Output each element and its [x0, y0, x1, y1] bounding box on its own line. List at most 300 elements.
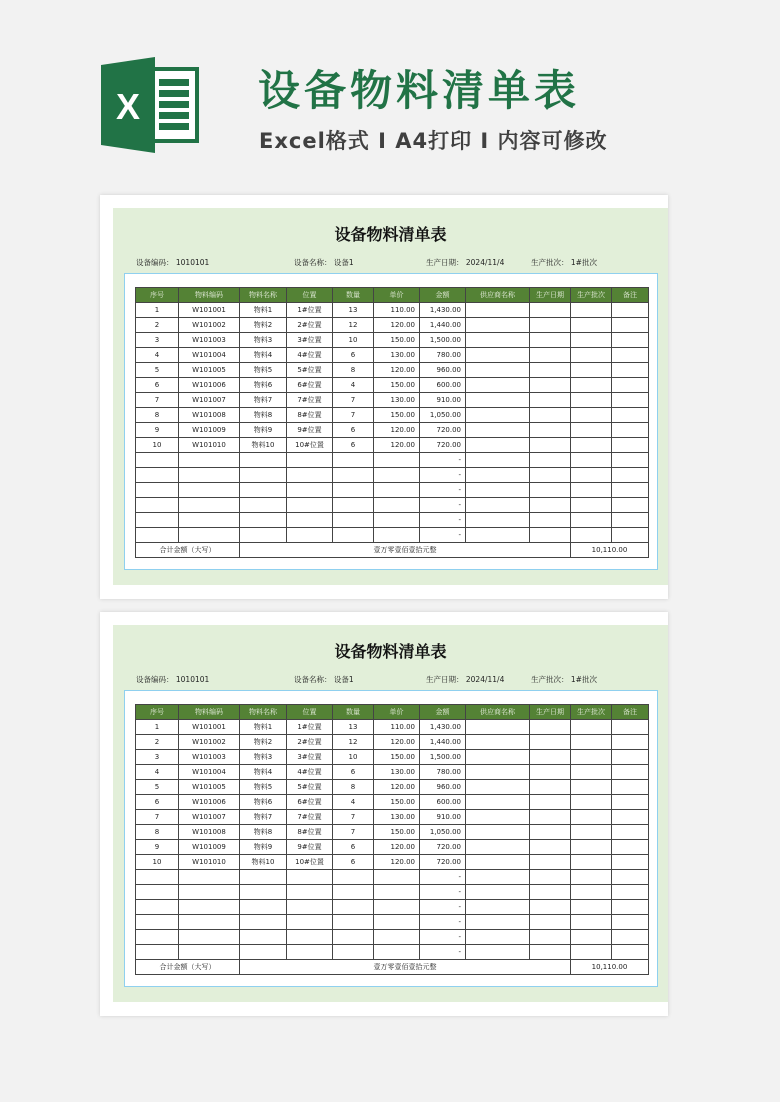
table-cell[interactable]: 物料9	[240, 423, 287, 438]
table-cell[interactable]: 物料7	[240, 810, 287, 825]
table-cell[interactable]	[333, 930, 374, 945]
table-cell[interactable]	[240, 900, 287, 915]
table-cell[interactable]	[530, 825, 571, 840]
table-cell[interactable]: 8	[333, 363, 374, 378]
table-cell[interactable]	[612, 528, 649, 543]
table-cell[interactable]: 5#位置	[287, 363, 333, 378]
table-cell[interactable]: 13	[333, 720, 374, 735]
table-cell[interactable]	[240, 498, 287, 513]
table-cell[interactable]	[287, 468, 333, 483]
table-cell[interactable]: 6	[333, 840, 374, 855]
table-cell[interactable]	[374, 468, 420, 483]
table-cell[interactable]	[466, 468, 530, 483]
table-cell[interactable]	[466, 423, 530, 438]
table-cell[interactable]	[612, 333, 649, 348]
table-cell[interactable]	[571, 378, 612, 393]
table-cell[interactable]: 物料2	[240, 735, 287, 750]
table-cell[interactable]: W101003	[179, 750, 240, 765]
table-cell[interactable]: 120.00	[374, 840, 420, 855]
table-cell[interactable]: 3#位置	[287, 750, 333, 765]
table-cell[interactable]	[333, 870, 374, 885]
table-cell[interactable]: 5	[136, 780, 179, 795]
table-cell[interactable]: W101003	[179, 333, 240, 348]
table-cell[interactable]: -	[420, 870, 466, 885]
table-cell[interactable]	[466, 900, 530, 915]
table-cell[interactable]: 10	[333, 750, 374, 765]
table-cell[interactable]	[287, 498, 333, 513]
table-cell[interactable]	[136, 945, 179, 960]
table-cell[interactable]: -	[420, 945, 466, 960]
table-cell[interactable]	[466, 945, 530, 960]
table-cell[interactable]: 6	[333, 855, 374, 870]
table-cell[interactable]: 960.00	[420, 780, 466, 795]
table-cell[interactable]: 物料10	[240, 855, 287, 870]
table-cell[interactable]	[571, 765, 612, 780]
table-cell[interactable]: 960.00	[420, 363, 466, 378]
table-cell[interactable]: 1,440.00	[420, 318, 466, 333]
table-cell[interactable]: 150.00	[374, 408, 420, 423]
table-cell[interactable]	[179, 528, 240, 543]
table-cell[interactable]	[612, 468, 649, 483]
table-cell[interactable]	[530, 348, 571, 363]
table-cell[interactable]: 780.00	[420, 765, 466, 780]
table-cell[interactable]	[530, 318, 571, 333]
table-cell[interactable]: 物料8	[240, 825, 287, 840]
table-cell[interactable]	[612, 453, 649, 468]
table-cell[interactable]	[571, 780, 612, 795]
table-cell[interactable]: -	[420, 915, 466, 930]
table-cell[interactable]: 1,500.00	[420, 750, 466, 765]
table-cell[interactable]: 10#位置	[287, 855, 333, 870]
table-cell[interactable]	[530, 735, 571, 750]
table-cell[interactable]	[136, 870, 179, 885]
table-cell[interactable]	[374, 453, 420, 468]
table-cell[interactable]	[287, 870, 333, 885]
table-cell[interactable]	[571, 393, 612, 408]
table-cell[interactable]	[612, 303, 649, 318]
table-cell[interactable]: 150.00	[374, 795, 420, 810]
table-cell[interactable]: W101007	[179, 393, 240, 408]
table-cell[interactable]	[571, 885, 612, 900]
table-cell[interactable]: 9	[136, 423, 179, 438]
table-cell[interactable]	[612, 750, 649, 765]
table-cell[interactable]: -	[420, 900, 466, 915]
table-cell[interactable]	[466, 765, 530, 780]
table-cell[interactable]	[530, 930, 571, 945]
table-cell[interactable]: 6	[333, 348, 374, 363]
table-cell[interactable]	[571, 363, 612, 378]
table-cell[interactable]	[571, 453, 612, 468]
table-cell[interactable]	[374, 870, 420, 885]
table-cell[interactable]	[612, 318, 649, 333]
table-cell[interactable]	[240, 915, 287, 930]
table-cell[interactable]	[374, 513, 420, 528]
table-cell[interactable]	[333, 453, 374, 468]
table-cell[interactable]: 150.00	[374, 750, 420, 765]
table-cell[interactable]: 7	[333, 393, 374, 408]
table-cell[interactable]	[240, 483, 287, 498]
table-cell[interactable]	[466, 378, 530, 393]
table-cell[interactable]: W101005	[179, 780, 240, 795]
table-cell[interactable]	[466, 930, 530, 945]
table-cell[interactable]: 6	[333, 765, 374, 780]
table-cell[interactable]	[530, 378, 571, 393]
table-cell[interactable]	[466, 408, 530, 423]
table-cell[interactable]	[530, 483, 571, 498]
table-cell[interactable]: 1,050.00	[420, 408, 466, 423]
table-cell[interactable]	[179, 870, 240, 885]
table-cell[interactable]: 8#位置	[287, 408, 333, 423]
table-cell[interactable]: 7	[333, 825, 374, 840]
table-cell[interactable]	[240, 453, 287, 468]
table-cell[interactable]: 1,050.00	[420, 825, 466, 840]
table-cell[interactable]	[530, 453, 571, 468]
table-cell[interactable]	[530, 840, 571, 855]
table-cell[interactable]	[571, 303, 612, 318]
table-cell[interactable]	[136, 528, 179, 543]
table-cell[interactable]	[530, 780, 571, 795]
table-cell[interactable]: 120.00	[374, 318, 420, 333]
table-cell[interactable]	[571, 438, 612, 453]
table-cell[interactable]	[287, 885, 333, 900]
table-cell[interactable]: 6	[136, 378, 179, 393]
table-cell[interactable]: 10#位置	[287, 438, 333, 453]
table-cell[interactable]	[571, 750, 612, 765]
table-cell[interactable]	[530, 750, 571, 765]
table-cell[interactable]: 6	[333, 423, 374, 438]
table-cell[interactable]: W101002	[179, 318, 240, 333]
table-cell[interactable]	[466, 513, 530, 528]
table-cell[interactable]	[240, 945, 287, 960]
table-cell[interactable]	[571, 930, 612, 945]
table-cell[interactable]	[466, 780, 530, 795]
table-cell[interactable]	[571, 468, 612, 483]
table-cell[interactable]	[530, 720, 571, 735]
table-cell[interactable]	[466, 498, 530, 513]
table-cell[interactable]	[466, 810, 530, 825]
table-cell[interactable]: 物料4	[240, 765, 287, 780]
table-cell[interactable]	[136, 885, 179, 900]
table-cell[interactable]: -	[420, 885, 466, 900]
table-cell[interactable]	[466, 855, 530, 870]
table-cell[interactable]	[612, 780, 649, 795]
table-cell[interactable]	[179, 483, 240, 498]
table-cell[interactable]	[179, 885, 240, 900]
table-cell[interactable]: 120.00	[374, 780, 420, 795]
table-cell[interactable]: 130.00	[374, 765, 420, 780]
table-cell[interactable]	[612, 885, 649, 900]
table-cell[interactable]	[571, 855, 612, 870]
table-cell[interactable]	[240, 870, 287, 885]
table-cell[interactable]: 1	[136, 303, 179, 318]
table-cell[interactable]	[612, 423, 649, 438]
table-cell[interactable]	[571, 870, 612, 885]
table-cell[interactable]: 12	[333, 735, 374, 750]
table-cell[interactable]: 物料4	[240, 348, 287, 363]
table-cell[interactable]	[612, 513, 649, 528]
table-cell[interactable]	[333, 468, 374, 483]
table-cell[interactable]: 10	[136, 855, 179, 870]
table-cell[interactable]	[530, 513, 571, 528]
table-cell[interactable]: 8	[333, 780, 374, 795]
table-cell[interactable]	[136, 498, 179, 513]
table-cell[interactable]: 5	[136, 363, 179, 378]
table-cell[interactable]: 130.00	[374, 348, 420, 363]
table-cell[interactable]	[374, 930, 420, 945]
table-cell[interactable]	[612, 498, 649, 513]
table-cell[interactable]: W101005	[179, 363, 240, 378]
table-cell[interactable]: 1,500.00	[420, 333, 466, 348]
table-cell[interactable]	[466, 795, 530, 810]
table-cell[interactable]	[530, 468, 571, 483]
table-cell[interactable]	[571, 915, 612, 930]
table-cell[interactable]	[530, 765, 571, 780]
table-cell[interactable]	[287, 915, 333, 930]
table-cell[interactable]: 6#位置	[287, 378, 333, 393]
table-cell[interactable]: 4	[333, 378, 374, 393]
table-cell[interactable]	[466, 720, 530, 735]
table-cell[interactable]	[612, 363, 649, 378]
table-cell[interactable]	[571, 720, 612, 735]
table-cell[interactable]	[136, 513, 179, 528]
table-cell[interactable]: 7	[136, 393, 179, 408]
table-cell[interactable]: 4#位置	[287, 348, 333, 363]
table-cell[interactable]	[530, 945, 571, 960]
table-cell[interactable]	[530, 423, 571, 438]
table-cell[interactable]	[333, 900, 374, 915]
table-cell[interactable]	[612, 720, 649, 735]
table-cell[interactable]	[612, 840, 649, 855]
table-cell[interactable]: 1,440.00	[420, 735, 466, 750]
table-cell[interactable]	[612, 408, 649, 423]
table-cell[interactable]	[136, 930, 179, 945]
table-cell[interactable]: 3	[136, 333, 179, 348]
table-cell[interactable]	[571, 945, 612, 960]
table-cell[interactable]: 600.00	[420, 378, 466, 393]
table-cell[interactable]	[466, 885, 530, 900]
table-cell[interactable]	[466, 348, 530, 363]
table-cell[interactable]: -	[420, 528, 466, 543]
table-cell[interactable]: W101010	[179, 438, 240, 453]
table-cell[interactable]	[179, 513, 240, 528]
table-cell[interactable]: 物料5	[240, 363, 287, 378]
table-cell[interactable]: 910.00	[420, 810, 466, 825]
table-cell[interactable]: 物料10	[240, 438, 287, 453]
table-cell[interactable]: 2	[136, 318, 179, 333]
table-cell[interactable]	[612, 825, 649, 840]
table-cell[interactable]	[374, 885, 420, 900]
table-cell[interactable]: W101008	[179, 408, 240, 423]
table-cell[interactable]: 110.00	[374, 720, 420, 735]
table-cell[interactable]: 7#位置	[287, 393, 333, 408]
table-cell[interactable]	[374, 498, 420, 513]
table-cell[interactable]	[179, 900, 240, 915]
table-cell[interactable]	[136, 900, 179, 915]
table-cell[interactable]	[333, 483, 374, 498]
table-cell[interactable]	[612, 915, 649, 930]
table-cell[interactable]: W101004	[179, 348, 240, 363]
table-cell[interactable]	[612, 945, 649, 960]
table-cell[interactable]: 3#位置	[287, 333, 333, 348]
table-cell[interactable]	[333, 513, 374, 528]
table-cell[interactable]: 6	[136, 795, 179, 810]
table-cell[interactable]	[466, 303, 530, 318]
table-cell[interactable]	[612, 855, 649, 870]
table-cell[interactable]: 120.00	[374, 735, 420, 750]
table-cell[interactable]	[571, 408, 612, 423]
table-cell[interactable]: 物料1	[240, 720, 287, 735]
table-cell[interactable]	[571, 735, 612, 750]
table-cell[interactable]	[571, 333, 612, 348]
table-cell[interactable]: 910.00	[420, 393, 466, 408]
table-cell[interactable]	[179, 915, 240, 930]
table-cell[interactable]: 6	[333, 438, 374, 453]
table-cell[interactable]: 1#位置	[287, 720, 333, 735]
table-cell[interactable]: 物料8	[240, 408, 287, 423]
table-cell[interactable]	[240, 885, 287, 900]
table-cell[interactable]	[530, 810, 571, 825]
table-cell[interactable]	[466, 870, 530, 885]
table-cell[interactable]: 1	[136, 720, 179, 735]
table-cell[interactable]: 7	[136, 810, 179, 825]
table-cell[interactable]	[571, 423, 612, 438]
table-cell[interactable]	[530, 333, 571, 348]
table-cell[interactable]: 8#位置	[287, 825, 333, 840]
table-cell[interactable]: 6#位置	[287, 795, 333, 810]
table-cell[interactable]	[466, 915, 530, 930]
table-cell[interactable]	[240, 468, 287, 483]
table-cell[interactable]	[374, 915, 420, 930]
table-cell[interactable]	[571, 900, 612, 915]
table-cell[interactable]: 110.00	[374, 303, 420, 318]
table-cell[interactable]	[571, 795, 612, 810]
table-cell[interactable]: 120.00	[374, 855, 420, 870]
table-cell[interactable]: 720.00	[420, 855, 466, 870]
table-cell[interactable]: -	[420, 468, 466, 483]
table-cell[interactable]	[571, 528, 612, 543]
table-cell[interactable]	[466, 318, 530, 333]
table-cell[interactable]: 3	[136, 750, 179, 765]
table-cell[interactable]	[179, 468, 240, 483]
table-cell[interactable]	[530, 885, 571, 900]
table-cell[interactable]: 2#位置	[287, 735, 333, 750]
table-cell[interactable]	[466, 825, 530, 840]
table-cell[interactable]	[466, 438, 530, 453]
table-cell[interactable]: 4	[333, 795, 374, 810]
table-cell[interactable]	[333, 915, 374, 930]
table-cell[interactable]	[136, 915, 179, 930]
table-cell[interactable]	[287, 483, 333, 498]
table-cell[interactable]: W101001	[179, 303, 240, 318]
table-cell[interactable]: 120.00	[374, 423, 420, 438]
table-cell[interactable]	[374, 528, 420, 543]
table-cell[interactable]: 4	[136, 348, 179, 363]
table-cell[interactable]	[466, 528, 530, 543]
table-cell[interactable]	[136, 483, 179, 498]
table-cell[interactable]: 1,430.00	[420, 720, 466, 735]
table-cell[interactable]	[571, 498, 612, 513]
table-cell[interactable]: 1#位置	[287, 303, 333, 318]
table-cell[interactable]: 4	[136, 765, 179, 780]
table-cell[interactable]	[466, 483, 530, 498]
table-cell[interactable]	[179, 498, 240, 513]
table-cell[interactable]: 10	[333, 333, 374, 348]
table-cell[interactable]	[571, 810, 612, 825]
table-cell[interactable]: 物料1	[240, 303, 287, 318]
table-cell[interactable]	[287, 453, 333, 468]
table-cell[interactable]	[374, 483, 420, 498]
table-cell[interactable]: W101004	[179, 765, 240, 780]
table-cell[interactable]	[466, 735, 530, 750]
table-cell[interactable]: 150.00	[374, 825, 420, 840]
table-cell[interactable]: 物料5	[240, 780, 287, 795]
table-cell[interactable]: 物料3	[240, 750, 287, 765]
table-cell[interactable]	[571, 840, 612, 855]
table-cell[interactable]: 8	[136, 825, 179, 840]
table-cell[interactable]: W101009	[179, 840, 240, 855]
table-cell[interactable]: 150.00	[374, 378, 420, 393]
table-cell[interactable]: 9#位置	[287, 840, 333, 855]
table-cell[interactable]	[530, 795, 571, 810]
table-cell[interactable]: 720.00	[420, 438, 466, 453]
table-cell[interactable]	[612, 483, 649, 498]
table-cell[interactable]	[571, 483, 612, 498]
table-cell[interactable]: W101002	[179, 735, 240, 750]
table-cell[interactable]: W101010	[179, 855, 240, 870]
table-cell[interactable]	[240, 528, 287, 543]
table-cell[interactable]: -	[420, 483, 466, 498]
table-cell[interactable]: 120.00	[374, 363, 420, 378]
table-cell[interactable]	[612, 378, 649, 393]
table-cell[interactable]: 物料6	[240, 378, 287, 393]
table-cell[interactable]: 4#位置	[287, 765, 333, 780]
table-cell[interactable]	[530, 498, 571, 513]
table-cell[interactable]	[530, 528, 571, 543]
table-cell[interactable]	[530, 900, 571, 915]
table-cell[interactable]	[612, 795, 649, 810]
table-cell[interactable]	[287, 513, 333, 528]
table-cell[interactable]	[612, 348, 649, 363]
table-cell[interactable]	[179, 945, 240, 960]
table-cell[interactable]	[466, 453, 530, 468]
table-cell[interactable]: 物料2	[240, 318, 287, 333]
table-cell[interactable]: 2	[136, 735, 179, 750]
table-cell[interactable]	[374, 900, 420, 915]
table-cell[interactable]: 物料9	[240, 840, 287, 855]
table-cell[interactable]: 2#位置	[287, 318, 333, 333]
table-cell[interactable]	[571, 513, 612, 528]
table-cell[interactable]: 12	[333, 318, 374, 333]
table-cell[interactable]	[571, 825, 612, 840]
table-cell[interactable]	[333, 885, 374, 900]
table-cell[interactable]	[333, 498, 374, 513]
table-cell[interactable]: 9#位置	[287, 423, 333, 438]
table-cell[interactable]: W101001	[179, 720, 240, 735]
table-cell[interactable]	[571, 348, 612, 363]
table-cell[interactable]	[179, 930, 240, 945]
table-cell[interactable]	[287, 528, 333, 543]
table-cell[interactable]: 9	[136, 840, 179, 855]
table-cell[interactable]: 7#位置	[287, 810, 333, 825]
table-cell[interactable]: 720.00	[420, 840, 466, 855]
table-cell[interactable]	[240, 930, 287, 945]
table-cell[interactable]	[466, 363, 530, 378]
table-cell[interactable]: W101009	[179, 423, 240, 438]
table-cell[interactable]: 120.00	[374, 438, 420, 453]
table-cell[interactable]	[466, 333, 530, 348]
table-cell[interactable]	[612, 735, 649, 750]
table-cell[interactable]	[530, 438, 571, 453]
